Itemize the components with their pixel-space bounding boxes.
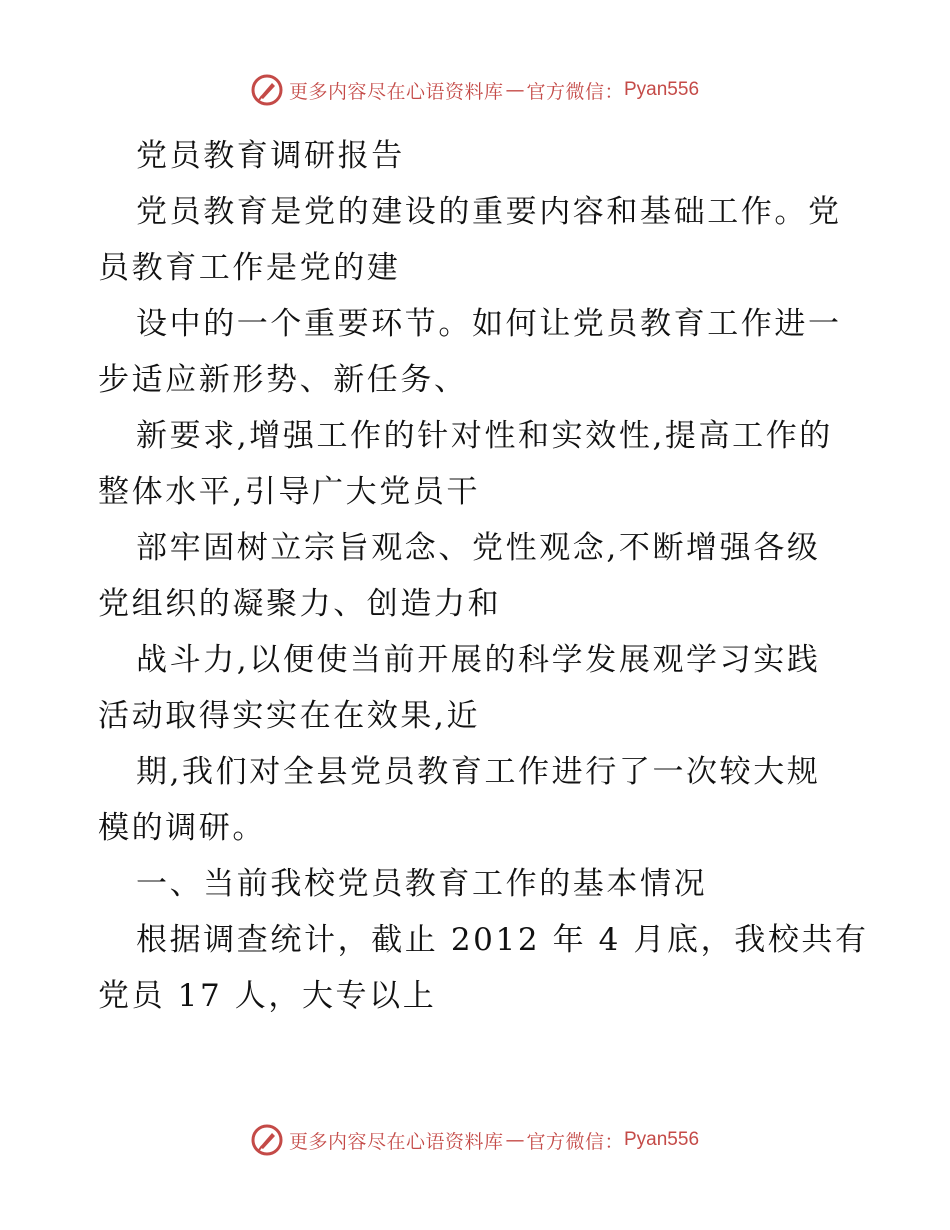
footer-watermark [0, 1124, 950, 1156]
header-watermark [0, 74, 950, 106]
text-line: 新要求,增强工作的针对性和实效性,提高工作的 [136, 418, 833, 454]
text-line: 党员教育是党的建设的重要内容和基础工作。党 [136, 194, 842, 230]
watermark-separator: — [505, 79, 525, 101]
document-body [98, 128, 869, 1024]
quill-logo-icon [251, 1124, 283, 1156]
watermark-separator: — [505, 1129, 525, 1151]
text-line: 党组织的凝聚力、创造力和 [98, 586, 502, 622]
watermark-suffix: 官方微信： [526, 80, 624, 103]
text-line: 一、当前我校党员教育工作的基本情况 [136, 866, 708, 902]
text-line: 步适应新形势、新任务、 [98, 362, 468, 398]
watermark-account: Pyan556 [624, 1129, 700, 1150]
text-line: 整体水平,引导广大党员干 [98, 474, 481, 510]
text-line: 部牢固树立宗旨观念、党性观念,不断增强各级 [136, 530, 821, 566]
text-line: 员教育工作是党的建 [98, 250, 401, 286]
quill-logo-icon [251, 74, 283, 106]
text-line: 党员 17 人，大专以上 [98, 978, 437, 1014]
watermark-text: 更多内容尽在心语资料库 [288, 1130, 504, 1153]
watermark-suffix: 官方微信： [526, 1130, 624, 1153]
text-line: 期,我们对全县党员教育工作进行了一次较大规 [136, 754, 821, 790]
text-line: 战斗力,以便使当前开展的科学发展观学习实践 [136, 642, 821, 678]
text-line: 设中的一个重要环节。如何让党员教育工作进一 [136, 306, 842, 342]
watermark-text: 更多内容尽在心语资料库 [288, 80, 504, 103]
document-title: 党员教育调研报告 [136, 138, 405, 174]
text-line: 活动取得实实在在效果,近 [98, 698, 481, 734]
watermark-account: Pyan556 [624, 79, 700, 100]
text-line: 根据调查统计，截止 2012 年 4 月底，我校共有 [136, 922, 869, 958]
text-line: 模的调研。 [98, 810, 266, 846]
